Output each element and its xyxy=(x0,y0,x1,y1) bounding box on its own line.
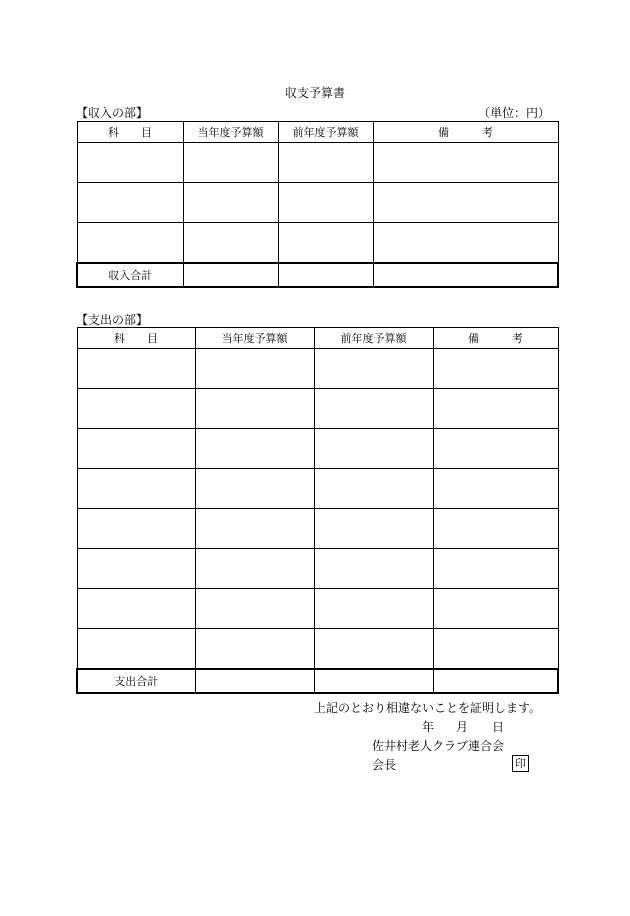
income-remarks-cell[interactable] xyxy=(373,183,558,223)
expense-row xyxy=(77,349,558,389)
certification-text: 上記のとおり相違ないことを証明します。 xyxy=(314,701,542,715)
expense-current-cell[interactable] xyxy=(195,349,314,389)
expense-item-cell[interactable] xyxy=(77,469,195,509)
expense-item-cell[interactable] xyxy=(77,549,195,589)
income-total-current-cell[interactable] xyxy=(183,263,278,287)
expense-previous-cell[interactable] xyxy=(314,589,433,629)
expense-header-current: 当年度予算額 xyxy=(195,328,314,349)
unit-label: （単位：円） xyxy=(477,106,550,120)
expense-remarks-cell[interactable] xyxy=(433,629,558,670)
income-previous-cell[interactable] xyxy=(278,143,373,183)
income-total-label: 収入合計 xyxy=(77,263,183,287)
income-row xyxy=(77,183,558,223)
expense-remarks-cell[interactable] xyxy=(433,429,558,469)
expense-header-item: 科 目 xyxy=(77,328,195,349)
income-current-cell[interactable] xyxy=(183,143,278,183)
income-remarks-cell[interactable] xyxy=(373,143,558,183)
income-row xyxy=(77,223,558,264)
expense-remarks-cell[interactable] xyxy=(433,549,558,589)
expense-total-remarks-cell[interactable] xyxy=(433,669,558,693)
expense-row xyxy=(77,429,558,469)
expense-previous-cell[interactable] xyxy=(314,429,433,469)
income-row xyxy=(77,143,558,183)
income-current-cell[interactable] xyxy=(183,223,278,264)
income-total-remarks-cell[interactable] xyxy=(373,263,558,287)
income-header-row xyxy=(77,122,558,143)
income-previous-cell[interactable] xyxy=(278,223,373,264)
income-item-cell[interactable] xyxy=(77,143,183,183)
expense-remarks-cell[interactable] xyxy=(433,589,558,629)
date-month-label: 月 xyxy=(456,720,469,734)
expense-header-previous: 前年度予算額 xyxy=(314,328,433,349)
expense-row xyxy=(77,589,558,629)
income-table xyxy=(76,121,559,288)
expense-current-cell[interactable] xyxy=(195,429,314,469)
expense-previous-cell[interactable] xyxy=(314,469,433,509)
expense-section-label: 【支出の部】 xyxy=(76,313,149,327)
expense-row xyxy=(77,509,558,549)
expense-current-cell[interactable] xyxy=(195,629,314,670)
income-item-cell[interactable] xyxy=(77,223,183,264)
expense-remarks-cell[interactable] xyxy=(433,389,558,429)
income-header-previous: 前年度予算額 xyxy=(278,122,373,143)
income-header-item: 科 目 xyxy=(77,122,183,143)
expense-item-cell[interactable] xyxy=(77,349,195,389)
expense-remarks-cell[interactable] xyxy=(433,509,558,549)
income-header-remarks: 備 考 xyxy=(373,122,558,143)
income-total-previous-cell[interactable] xyxy=(278,263,373,287)
income-total-row xyxy=(77,263,558,287)
expense-previous-cell[interactable] xyxy=(314,509,433,549)
expense-previous-cell[interactable] xyxy=(314,549,433,589)
expense-total-current-cell[interactable] xyxy=(195,669,314,693)
expense-current-cell[interactable] xyxy=(195,509,314,549)
expense-total-label: 支出合計 xyxy=(77,669,195,693)
income-section-label: 【収入の部】 xyxy=(76,106,149,120)
date-day-label: 日 xyxy=(492,720,505,734)
income-header-current: 当年度予算額 xyxy=(183,122,278,143)
expense-total-previous-cell[interactable] xyxy=(314,669,433,693)
expense-item-cell[interactable] xyxy=(77,389,195,429)
expense-previous-cell[interactable] xyxy=(314,349,433,389)
organization-name: 佐井村老人クラブ連合会 xyxy=(372,739,505,753)
expense-remarks-cell[interactable] xyxy=(433,349,558,389)
expense-item-cell[interactable] xyxy=(77,509,195,549)
expense-remarks-cell[interactable] xyxy=(433,469,558,509)
expense-row xyxy=(77,629,558,670)
expense-previous-cell[interactable] xyxy=(314,389,433,429)
income-remarks-cell[interactable] xyxy=(373,223,558,264)
expense-header-row xyxy=(77,328,558,349)
expense-current-cell[interactable] xyxy=(195,469,314,509)
expense-item-cell[interactable] xyxy=(77,589,195,629)
expense-item-cell[interactable] xyxy=(77,429,195,469)
expense-header-remarks: 備 考 xyxy=(433,328,558,349)
document-title: 収支予算書 xyxy=(284,86,345,100)
expense-current-cell[interactable] xyxy=(195,389,314,429)
expense-previous-cell[interactable] xyxy=(314,629,433,670)
income-item-cell[interactable] xyxy=(77,183,183,223)
expense-row xyxy=(77,469,558,509)
expense-row xyxy=(77,549,558,589)
expense-table xyxy=(76,327,559,694)
income-previous-cell[interactable] xyxy=(278,183,373,223)
expense-item-cell[interactable] xyxy=(77,629,195,670)
expense-total-row xyxy=(77,669,558,693)
expense-current-cell[interactable] xyxy=(195,589,314,629)
expense-current-cell[interactable] xyxy=(195,549,314,589)
seal-mark: 印 xyxy=(512,755,529,772)
chairman-label: 会長 xyxy=(372,758,397,772)
expense-row xyxy=(77,389,558,429)
income-current-cell[interactable] xyxy=(183,183,278,223)
date-year-label: 年 xyxy=(422,720,435,734)
